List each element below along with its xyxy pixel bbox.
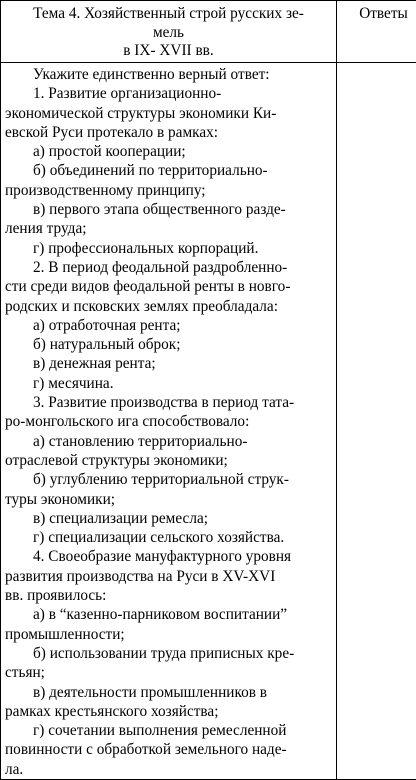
question-text-line: 1. Развитие организационно-	[5, 84, 330, 103]
topic-title-line-1: Тема 4. Хозяйственный строй русских зе-	[7, 5, 330, 24]
header-row	[1, 1, 416, 63]
answers-header-cell	[337, 1, 416, 63]
topic-title-line-2: мель	[7, 24, 330, 43]
questions-cell	[1, 63, 337, 780]
question-block	[5, 258, 330, 393]
answer-option-line: г) специализации сельского хозяйства.	[5, 528, 330, 547]
answers-cell[interactable]	[337, 63, 416, 780]
answer-option-line: б) использовании труда приписных кре-	[5, 644, 330, 663]
answer-option-line: г) месячина.	[5, 374, 330, 393]
answer-option-line: а) отработочная рента;	[5, 316, 330, 335]
answer-option-line: ла.	[5, 760, 330, 779]
question-text-line: ро-монгольского ига способствовало:	[5, 412, 330, 431]
question-text-line: евской Руси протекало в рамках:	[5, 123, 330, 142]
answer-option-line: б) объединений по территориально-	[5, 161, 330, 180]
answer-option-line: в) деятельности промышленников в	[5, 683, 330, 702]
answer-option-line: а) простой кооперации;	[5, 142, 330, 161]
answer-option-line: стьян;	[5, 663, 330, 682]
answer-option-line: г) сочетании выполнения ремесленной	[5, 721, 330, 740]
answer-option-line: б) натуральный оброк;	[5, 335, 330, 354]
answer-option-line: повинности с обработкой земельного наде-	[5, 740, 330, 759]
question-block	[5, 393, 330, 547]
question-text-line: родских и псковских землях преобладала:	[5, 297, 330, 316]
question-text-line: 2. В период феодальной раздробленно-	[5, 258, 330, 277]
answer-option-line: в) специализации ремесла;	[5, 509, 330, 528]
answer-option-line: г) профессиональных корпораций.	[5, 239, 330, 258]
topic-title-line-3: в IX- XVII вв.	[7, 42, 330, 61]
question-text-line: сти среди видов феодальной ренты в новго-	[5, 277, 330, 296]
answer-option-line: промышленности;	[5, 625, 330, 644]
question-block	[5, 547, 330, 779]
answer-option-line: рамках крестьянского хозяйства;	[5, 702, 330, 721]
answer-option-line: а) в “казенно-парниковом воспитании”	[5, 605, 330, 624]
question-text-line: экономической структуры экономики Ки-	[5, 104, 330, 123]
question-text-line: 3. Развитие производства в период тата-	[5, 393, 330, 412]
answer-option-line: в) первого этапа общественного разде-	[5, 200, 330, 219]
question-text-line: вв. проявилось:	[5, 586, 330, 605]
question-text-line: 4. Своеобразие мануфактурного уровня	[5, 547, 330, 566]
answer-option-line: производственному принципу;	[5, 181, 330, 200]
instruction-text: Укажите единственно верный ответ:	[5, 65, 330, 84]
answer-option-line: ления труда;	[5, 219, 330, 238]
topic-header-cell	[1, 1, 337, 63]
answers-header-label: Ответы	[359, 5, 408, 22]
answer-option-line: в) денежная рента;	[5, 354, 330, 373]
answer-option-line: б) углублению территориальной струк-	[5, 470, 330, 489]
body-row	[1, 63, 416, 780]
answer-option-line: туры экономики;	[5, 490, 330, 509]
question-text-line: развития производства на Руси в XV-XVI	[5, 567, 330, 586]
questions-list	[5, 84, 330, 779]
question-block	[5, 84, 330, 258]
answer-option-line: а) становлению территориально-	[5, 432, 330, 451]
answer-option-line: отраслевой структуры экономики;	[5, 451, 330, 470]
